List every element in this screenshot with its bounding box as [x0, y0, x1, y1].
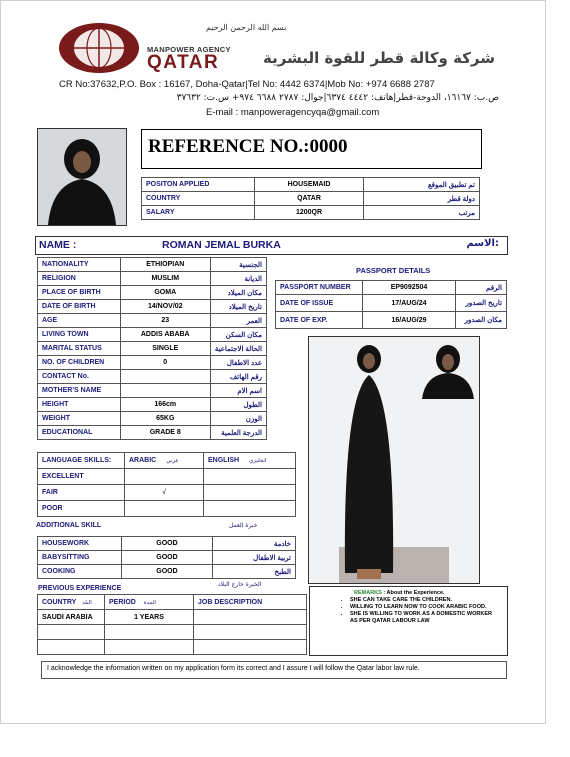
table-row	[38, 469, 296, 485]
table-row	[38, 286, 267, 300]
personal-value: MUSLIM	[120, 272, 210, 286]
table-row	[142, 178, 480, 192]
experience-job	[194, 625, 307, 640]
country-arabic: دولة قطر	[364, 192, 480, 206]
english-label-arabic: انجليزي	[249, 458, 267, 464]
experience-country	[38, 640, 105, 655]
personal-value: SINGLE	[120, 342, 210, 356]
table-row	[38, 356, 267, 370]
personal-arabic-label: الدرجة العلمية	[210, 426, 266, 440]
personal-label: RELIGION	[38, 272, 121, 286]
personal-arabic-label: عدد الاطفال	[210, 356, 266, 370]
table-row	[38, 595, 307, 610]
arabic-label-arabic: عربي	[166, 458, 179, 464]
table-row	[38, 412, 267, 426]
skills-table	[37, 536, 296, 579]
passport-title: PASSPORT DETAILS	[356, 266, 431, 275]
applicant-name: ROMAN JEMAL BURKA	[162, 239, 281, 251]
table-row	[38, 565, 296, 579]
country-label: COUNTRY	[142, 192, 255, 206]
table-row	[38, 453, 296, 469]
agency-logo	[59, 23, 139, 73]
table-row	[38, 328, 267, 342]
personal-value	[120, 384, 210, 398]
language-skills-table	[37, 452, 296, 517]
remarks-title: REMARKS	[354, 590, 382, 596]
personal-arabic-label: الوزن	[210, 412, 266, 426]
excellent-label: EXCELLENT	[38, 469, 125, 485]
housework-arabic: خادمة	[213, 537, 296, 551]
agency-name-arabic: شركة وكالة قطر للقوة البشرية	[263, 49, 495, 67]
position-arabic: تم تطبيق الموقع	[364, 178, 480, 192]
table-row	[38, 272, 267, 286]
agency-name-big: QATAR	[147, 52, 220, 73]
salary-label: SALARY	[142, 206, 255, 220]
personal-label: PLACE OF BIRTH	[38, 286, 121, 300]
table-row	[276, 312, 507, 329]
table-row	[38, 398, 267, 412]
passport-table	[275, 280, 507, 329]
position-label: POSITON APPLIED	[142, 178, 255, 192]
personal-value: GRADE 8	[120, 426, 210, 440]
table-row	[38, 342, 267, 356]
personal-label: CONTACT No.	[38, 370, 121, 384]
poor-label: POOR	[38, 501, 125, 517]
fair-english-mark	[204, 485, 296, 501]
housework-value: GOOD	[122, 537, 213, 551]
personal-arabic-label: الطول	[210, 398, 266, 412]
personal-label: NO. OF CHILDREN	[38, 356, 121, 370]
contact-line-arabic: ص.ب: ١٦١٦٧، الدوحة-قطر|هاتف: ٤٤٤٢ ٦٣٧٤|جوال: ٢٧٨٧ ٦٦٨٨ ٩٧٤+ س.ت: ٣٧٦٣٢	[176, 93, 499, 103]
personal-label: DATE OF BIRTH	[38, 300, 121, 314]
table-row	[38, 300, 267, 314]
personal-value: 65KG	[120, 412, 210, 426]
experience-country	[38, 625, 105, 640]
table-row	[38, 610, 307, 625]
poor-arabic-mark	[125, 501, 204, 517]
fair-label: FAIR	[38, 485, 125, 501]
table-row	[276, 295, 507, 312]
position-value: HOUSEMAID	[255, 178, 364, 192]
personal-arabic-label: اسم الام	[210, 384, 266, 398]
english-label: ENGLISH	[208, 457, 240, 464]
issue-date-label: DATE OF ISSUE	[276, 295, 363, 312]
personal-value: 23	[120, 314, 210, 328]
personal-arabic-label: الجنسية	[210, 258, 266, 272]
job-description-header: JOB DESCRIPTION	[194, 595, 307, 610]
remarks-list	[310, 597, 500, 625]
babysitting-label: BABYSITTING	[38, 551, 122, 565]
table-row	[38, 640, 307, 655]
personal-arabic-label: العمر	[210, 314, 266, 328]
arabic-column-header	[125, 453, 204, 469]
table-row	[38, 501, 296, 517]
additional-skill-title: ADDITIONAL SKILL	[36, 522, 102, 529]
personal-arabic-label: الحالة الاجتماعية	[210, 342, 266, 356]
housework-label: HOUSEWORK	[38, 537, 122, 551]
previous-experience-title-arabic: الخبرة خارج البلاد	[218, 581, 262, 588]
salary-value: 1200QR	[255, 206, 364, 220]
experience-job	[194, 640, 307, 655]
remark-item: • WILLING TO LEARN NOW TO COOK ARABIC FOOD.	[350, 604, 500, 611]
period-header-arabic: المدة	[143, 599, 156, 606]
reference-number: REFERENCE NO.:0000	[148, 136, 348, 157]
personal-value: ADDIS ABABA	[120, 328, 210, 342]
country-value: QATAR	[255, 192, 364, 206]
table-row	[38, 625, 307, 640]
issue-date-arabic: تاريخ الصدور	[456, 295, 507, 312]
personal-value: 0	[120, 356, 210, 370]
personal-label: MARITAL STATUS	[38, 342, 121, 356]
personal-value: 166cm	[120, 398, 210, 412]
babysitting-value: GOOD	[122, 551, 213, 565]
remark-item: • SHE IS WILLING TO WORK AS A DOMESTIC WORKER AS PER QATAR LABOUR LAW	[350, 611, 500, 625]
name-bar	[35, 236, 508, 255]
issue-date-value: 17/AUG/24	[363, 295, 456, 312]
person-full-body-icon	[309, 337, 479, 583]
acknowledgement-text: I acknowledge the information written on my application form its correct and I assure I will follow the Qatar labor law rule.	[47, 665, 420, 672]
remark-item: • SHE CAN TAKE CARE THE CHILDREN.	[350, 597, 500, 604]
position-table	[141, 177, 480, 220]
experience-period	[105, 640, 194, 655]
poor-english-mark	[204, 501, 296, 517]
person-portrait-icon	[38, 129, 126, 225]
period-header: PERIOD	[109, 598, 136, 606]
email-line: E-mail : manpoweragencyqa@gmail.com	[206, 107, 380, 118]
expiry-date-label: DATE OF EXP.	[276, 312, 363, 329]
table-row	[38, 426, 267, 440]
personal-details-table	[37, 257, 267, 440]
personal-value	[120, 370, 210, 384]
table-row	[142, 192, 480, 206]
personal-label: AGE	[38, 314, 121, 328]
previous-experience-title: PREVIOUS EXPERIENCE	[38, 585, 122, 592]
country-column-header	[38, 595, 105, 610]
agency-name-small: MANPOWER AGENCY	[147, 45, 231, 54]
personal-label: EDUCATIONAL	[38, 426, 121, 440]
applicant-photo-full	[308, 336, 480, 584]
table-row	[38, 551, 296, 565]
personal-arabic-label: رقم الهاتف	[210, 370, 266, 384]
cooking-arabic: الطبخ	[213, 565, 296, 579]
personal-label: WEIGHT	[38, 412, 121, 426]
experience-table	[37, 594, 307, 655]
table-row	[38, 258, 267, 272]
personal-value: 14/NOV/02	[120, 300, 210, 314]
personal-label: LIVING TOWN	[38, 328, 121, 342]
excellent-arabic-mark	[125, 469, 204, 485]
remarks-box	[309, 586, 508, 656]
additional-skill-title-arabic: خبرة العمل	[229, 522, 258, 529]
applicant-photo-portrait	[37, 128, 127, 226]
remarks-heading	[354, 590, 445, 596]
experience-job	[194, 610, 307, 625]
arabic-label: ARABIC	[129, 457, 157, 464]
personal-value: ETHIOPIAN	[120, 258, 210, 272]
passport-number-value: EP9092504	[363, 281, 456, 295]
experience-country: SAUDI ARABIA	[38, 610, 105, 625]
table-row	[38, 314, 267, 328]
table-row	[38, 485, 296, 501]
salary-arabic: مرتب	[364, 206, 480, 220]
passport-number-arabic: الرقم	[456, 281, 507, 295]
contact-line-english: CR No:37632,P.O. Box : 16167, Doha-Qatar|Tel No: 4442 6374|Mob No: +974 6688 2787	[59, 79, 435, 90]
table-row	[142, 206, 480, 220]
personal-label: MOTHER'S NAME	[38, 384, 121, 398]
passport-number-label: PASSPORT NUMBER	[276, 281, 363, 295]
personal-arabic-label: الديانة	[210, 272, 266, 286]
experience-period	[105, 625, 194, 640]
experience-period: 1 YEARS	[105, 610, 194, 625]
personal-arabic-label: مكان السكن	[210, 328, 266, 342]
remarks-subtitle: : About the Experience.	[383, 590, 445, 596]
personal-arabic-label: مكان الميلاد	[210, 286, 266, 300]
excellent-english-mark	[204, 469, 296, 485]
expiry-date-arabic: مكان الصدور	[456, 312, 507, 329]
period-column-header	[105, 595, 194, 610]
globe-icon	[59, 23, 139, 73]
bismillah: بسم الله الرحمن الرحيم	[206, 23, 287, 32]
cooking-value: GOOD	[122, 565, 213, 579]
acknowledgement-box	[41, 661, 507, 679]
name-label-arabic: الاسم:	[466, 238, 499, 249]
personal-label: HEIGHT	[38, 398, 121, 412]
english-column-header	[204, 453, 296, 469]
table-row	[38, 384, 267, 398]
babysitting-arabic: تربية الاطفال	[213, 551, 296, 565]
table-row	[38, 370, 267, 384]
country-header-arabic: البلد	[82, 599, 92, 606]
reference-box	[141, 129, 482, 169]
personal-value: GOMA	[120, 286, 210, 300]
personal-label: NATIONALITY	[38, 258, 121, 272]
cooking-label: COOKING	[38, 565, 122, 579]
country-header: COUNTRY	[42, 598, 77, 606]
fair-arabic-mark: √	[125, 485, 204, 501]
table-row	[38, 537, 296, 551]
name-label: NAME :	[39, 239, 77, 251]
expiry-date-value: 16/AUG/29	[363, 312, 456, 329]
personal-arabic-label: تاريخ الميلاد	[210, 300, 266, 314]
language-header: LANGUAGE SKILLS:	[38, 453, 125, 469]
table-row	[276, 281, 507, 295]
